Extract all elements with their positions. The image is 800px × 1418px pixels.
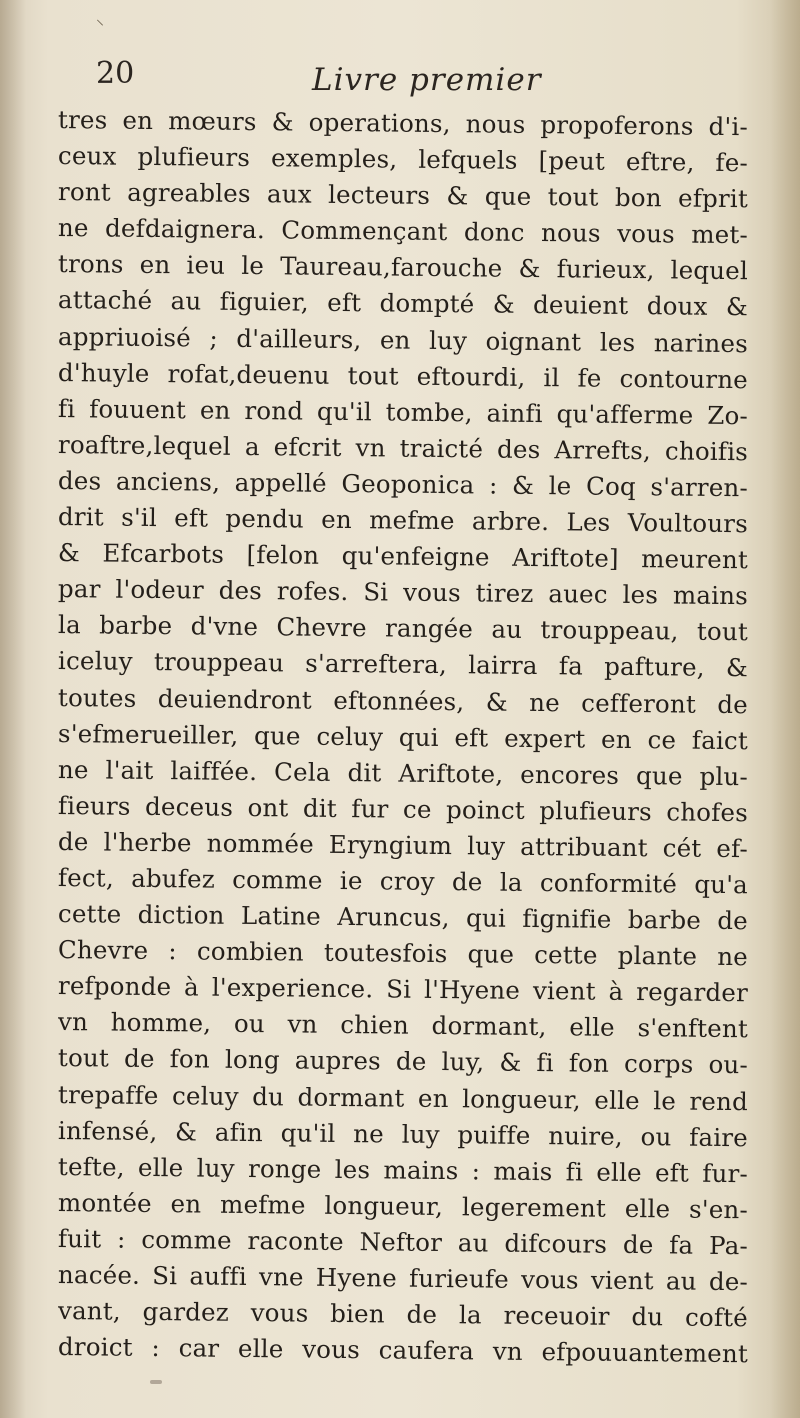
text-line: des anciens, appellé Geoponica : & le Coq s'arren- [57, 465, 749, 503]
text-line: refponde à l'experience. Si l'Hyene vient à regarder [57, 971, 749, 1008]
text-line: par l'odeur des rofes. Si vous tirez auec les mains [57, 574, 749, 611]
running-head: Livre premier [312, 62, 542, 98]
text-line: tres en mœurs & operations, nous propoferons d'i- [57, 105, 749, 142]
text-line: Chevre : combien toutesfois que cette plante ne [57, 935, 749, 972]
paper-speck [150, 1380, 162, 1384]
text-line: ceux plufieurs exemples, lefquels [peut eftre, fe- [57, 141, 749, 178]
text-line: trons en ieu le Taureau,farouche & furieux, lequel [57, 249, 749, 286]
text-line: de l'herbe nommée Eryngium luy attribuant cét ef- [57, 826, 749, 864]
text-line: appriuoisé ; d'ailleurs, en luy oignant les narines [57, 321, 749, 358]
text-line: vn homme, ou vn chien dormant, elle s'enftent [57, 1007, 749, 1044]
text-line: tefte, elle luy ronge les mains : mais fi elle eft fur- [57, 1151, 749, 1188]
text-line: toutes deuiendront eftonnées, & ne cefferont de [57, 682, 749, 719]
page-number: 20 [96, 56, 135, 91]
text-line: iceluy trouppeau s'arreftera, lairra fa pafture, & [57, 646, 749, 683]
text-line: attaché au figuier, eft dompté & deuient doux & [57, 285, 749, 322]
page-edge-shadow [770, 0, 800, 1418]
body-text [57, 102, 749, 1369]
text-line: d'huyle rofat,deuenu tout eftourdi, il fe contourne [57, 357, 749, 394]
text-line: ne l'ait laiffée. Cela dit Ariftote, encores que plu- [57, 754, 749, 791]
text-line: nacée. Si auffi vne Hyene furieufe vous vient au de- [57, 1260, 749, 1297]
text-line: fi fouuent en rond qu'il tombe, ainfi qu'afferme Zo- [57, 393, 749, 430]
text-line: roaftre,lequel a efcrit vn traicté des Arrefts, choifis [57, 429, 749, 467]
text-line: trepaffe celuy du dormant en longueur, elle le rend [57, 1079, 749, 1116]
text-line: montée en mefme longueur, legerement elle s'en- [57, 1187, 749, 1225]
text-line: cette diction Latine Aruncus, qui fignifie barbe de [57, 899, 749, 936]
pencil-mark: ⸌ [96, 16, 105, 35]
text-line: ne defdaignera. Commençant donc nous vous met- [57, 213, 749, 250]
text-line: drit s'il eft pendu en mefme arbre. Les Voultours [57, 502, 749, 539]
text-line: fuit : comme raconte Neftor au difcours de fa Pa- [57, 1223, 749, 1261]
text-line: la barbe d'vne Chevre rangée au trouppeau, tout [57, 610, 749, 647]
text-line: s'efmerueiller, que celuy qui eft expert en ce faict [57, 718, 749, 755]
text-line: ront agreables aux lecteurs & que tout bon efprit [57, 177, 749, 214]
text-line: fect, abufez comme ie croy de la conformité qu'a [57, 862, 749, 900]
text-line: infensé, & afin qu'il ne luy puiffe nuire, ou faire [57, 1115, 749, 1152]
spine-shadow [0, 0, 26, 1418]
text-line: fieurs deceus ont dit fur ce poinct plufieurs chofes [57, 790, 749, 828]
text-line: droict : car elle vous caufera vn efpouuantement [57, 1332, 749, 1369]
text-line: & Efcarbots [felon qu'enfeigne Ariftote] meurent [57, 538, 749, 575]
text-line: tout de fon long aupres de luy, & fi fon corps ou- [57, 1043, 749, 1080]
text-line: vant, gardez vous bien de la receuoir du cofté [57, 1296, 749, 1333]
